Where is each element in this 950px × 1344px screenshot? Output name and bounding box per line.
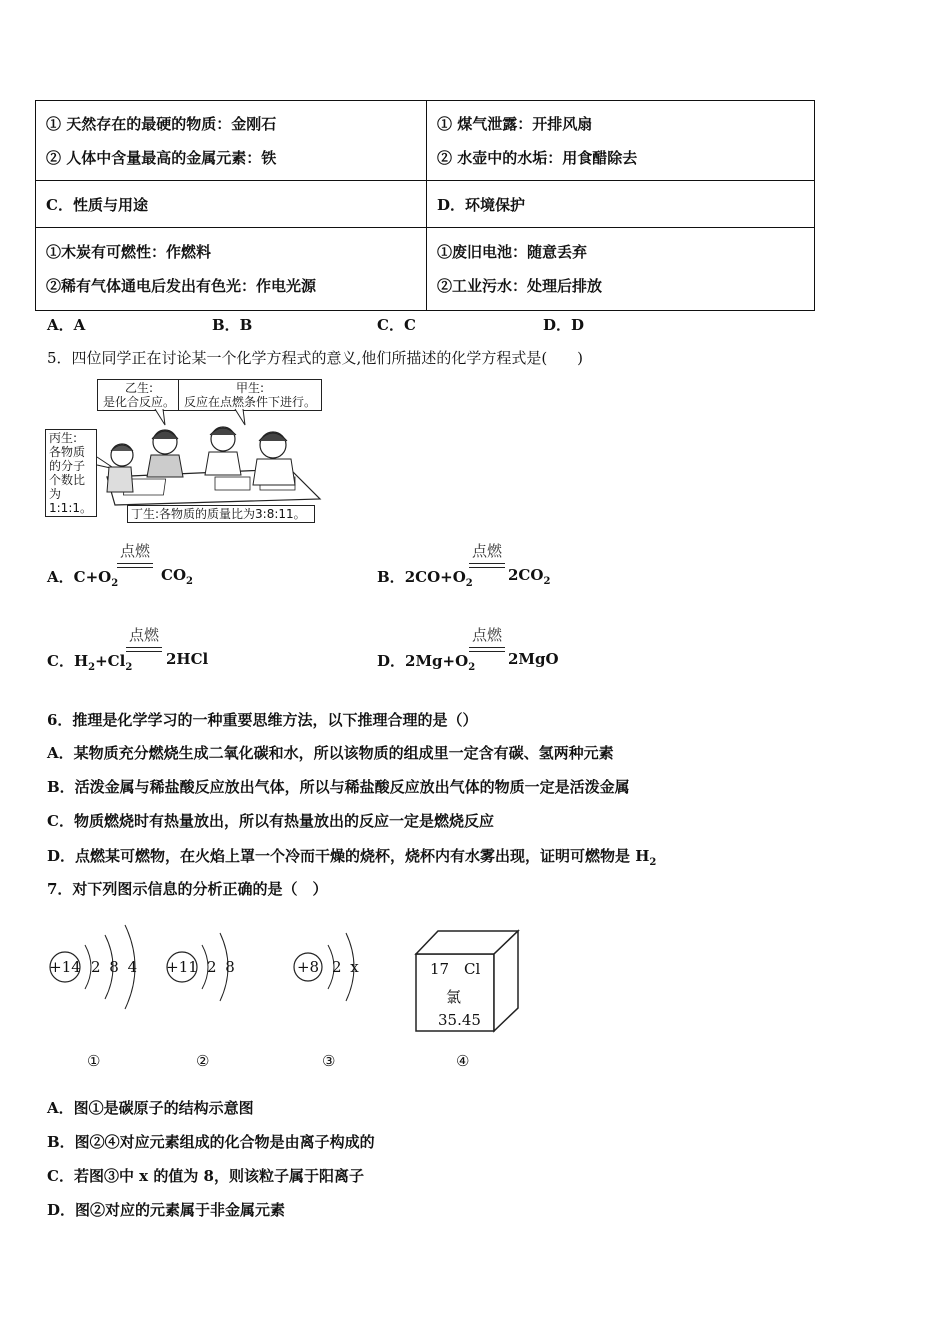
table-cell-line: ②工业污水：处理后排放 (437, 277, 603, 295)
reaction-condition: 点燃 (471, 542, 502, 560)
subscript: 2 (111, 578, 119, 589)
q4-option-b[interactable]: B．B (212, 316, 253, 334)
table-cell-a (36, 101, 427, 181)
atomic-mass: 35.45 (438, 1011, 481, 1029)
q7-option-d[interactable]: D．图②对应的元素属于非金属元素 (47, 1201, 286, 1219)
table-cell-line: ② 水壶中的水垢：用食醋除去 (437, 148, 638, 167)
subscript: 2 (468, 662, 476, 673)
equation-left: 2CO+O (404, 568, 466, 586)
reaction-condition: 点燃 (471, 626, 502, 644)
equation-right: 2CO (508, 566, 544, 584)
students-illustration (45, 377, 325, 525)
bubble-line: 各物质 (49, 445, 86, 459)
table-header-c: C．性质与用途 (36, 181, 427, 228)
electron-shells: 2 8 4 (91, 958, 138, 976)
q4-option-d[interactable]: D．D (543, 316, 585, 334)
discussion-cartoon (45, 377, 325, 525)
q4-option-a[interactable]: A．A (47, 316, 86, 334)
equation-right: 2HCl (166, 650, 209, 668)
reaction-condition: 点燃 (128, 626, 159, 644)
q7-option-b[interactable]: B．图②④对应元素组成的化合物是由离子构成的 (47, 1133, 375, 1151)
bubble-line: 甲生: (235, 381, 265, 395)
q4-option-c[interactable]: C．C (377, 316, 416, 334)
q5-option-b[interactable] (377, 566, 473, 589)
q5-option-a-product (161, 566, 193, 587)
atomic-number: 17 (430, 960, 450, 978)
equals-sign (126, 647, 162, 652)
q5-option-a[interactable] (47, 566, 118, 589)
equals-sign (469, 647, 505, 652)
bubble-line: 反应在点燃条件下进行。 (183, 395, 316, 409)
subscript: 2 (543, 576, 551, 587)
figure-number-3: ③ (322, 1052, 336, 1070)
equation-right: CO (161, 566, 187, 584)
option-text: D．点燃某可燃物，在火焰上罩一个冷而干燥的烧杯，烧杯内有水雾出现，证明可燃物是 H (47, 847, 650, 865)
element-name: 氯 (446, 988, 462, 1006)
option-label: C． (47, 652, 74, 670)
table-cell-line: ②稀有气体通电后发出有色光：作电光源 (46, 277, 317, 295)
atom-diagram-2 (160, 915, 270, 1015)
bubble-line: 为1:1:1。 (49, 487, 92, 515)
table-cell-c (36, 228, 427, 311)
bubble-line: 乙生: (124, 381, 154, 395)
q6-option-c[interactable]: C．物质燃烧时有热量放出，所以有热量放出的反应一定是燃烧反应 (47, 812, 494, 830)
figure-number-4: ④ (456, 1052, 470, 1070)
equation-left-pre: H (73, 652, 89, 670)
table-cell-line: ①废旧电池：随意丢弃 (437, 243, 588, 261)
electron-shells: 2 8 (207, 958, 235, 976)
subscript: 2 (88, 662, 96, 673)
subscript: 2 (125, 662, 133, 673)
knowledge-table (35, 100, 815, 311)
table-cell-line: ① 煤气泄露：开排风扇 (437, 114, 593, 133)
equation-left: +Cl (95, 652, 126, 670)
figure-number-2: ② (196, 1052, 210, 1070)
nucleus-charge: +14 (49, 958, 81, 976)
speech-bubble-ding: 丁生:各物质的质量比为3:8:11。 (127, 505, 315, 523)
nucleus-charge: +8 (296, 958, 320, 976)
q7-stem: 7．对下列图示信息的分析正确的是（ ） (47, 880, 328, 898)
equation-right: 2MgO (508, 650, 559, 668)
table-header-d: D．环境保护 (427, 181, 815, 228)
q6-option-b[interactable]: B．活泼金属与稀盐酸反应放出气体，所以与稀盐酸反应放出气体的物质一定是活泼金属 (47, 778, 630, 796)
atom-diagram-3 (288, 915, 398, 1015)
periodic-element-box (414, 929, 524, 1035)
equation-left: C+O (73, 568, 112, 586)
equals-sign (469, 563, 505, 568)
option-label: A． (47, 568, 74, 586)
option-label: B． (377, 568, 405, 586)
q7-option-c[interactable]: C．若图③中 x 的值为 8，则该粒子属于阳离子 (47, 1167, 364, 1185)
bubble-line: 的分子 (49, 459, 86, 473)
q5-option-c-product (166, 650, 208, 668)
option-label: D． (377, 652, 406, 670)
bubble-line: 是化合反应。 (102, 395, 175, 409)
table-cell-line: ② 人体中含量最高的金属元素：铁 (46, 148, 277, 167)
subscript: 2 (649, 857, 657, 868)
q5-option-d[interactable] (377, 650, 475, 673)
subscript: 2 (186, 576, 193, 587)
q5-option-d-product (508, 650, 559, 668)
q6-option-d[interactable] (47, 845, 656, 868)
q7-option-a[interactable]: A．图①是碳原子的结构示意图 (47, 1099, 254, 1117)
q5-stem: 5．四位同学正在讨论某一个化学方程式的意义,他们所描述的化学方程式是( ) (47, 349, 584, 367)
bubble-line: 丙生: (49, 431, 78, 445)
q5-option-c[interactable] (47, 650, 132, 673)
reaction-condition: 点燃 (119, 542, 150, 560)
equals-sign (117, 563, 153, 568)
bubble-line: 个数比 (49, 473, 86, 487)
element-symbol: Cl (464, 960, 481, 978)
table-cell-b (427, 101, 815, 181)
table-cell-d (427, 228, 815, 311)
electron-shells: 2 x (332, 958, 359, 976)
table-cell-line: ①木炭有可燃性：作燃料 (46, 243, 212, 261)
q6-option-a[interactable]: A．某物质充分燃烧生成二氧化碳和水，所以该物质的组成里一定含有碳、氢两种元素 (47, 744, 614, 762)
subscript: 2 (465, 578, 473, 589)
q6-stem: 6．推理是化学学习的一种重要思维方法，以下推理合理的是（） (47, 711, 478, 729)
table-cell-line: ① 天然存在的最硬的物质：金刚石 (46, 114, 277, 133)
figure-number-1: ① (87, 1052, 101, 1070)
q5-option-b-product (508, 566, 550, 587)
nucleus-charge: +11 (166, 958, 198, 976)
equation-left: 2Mg+O (405, 652, 469, 670)
